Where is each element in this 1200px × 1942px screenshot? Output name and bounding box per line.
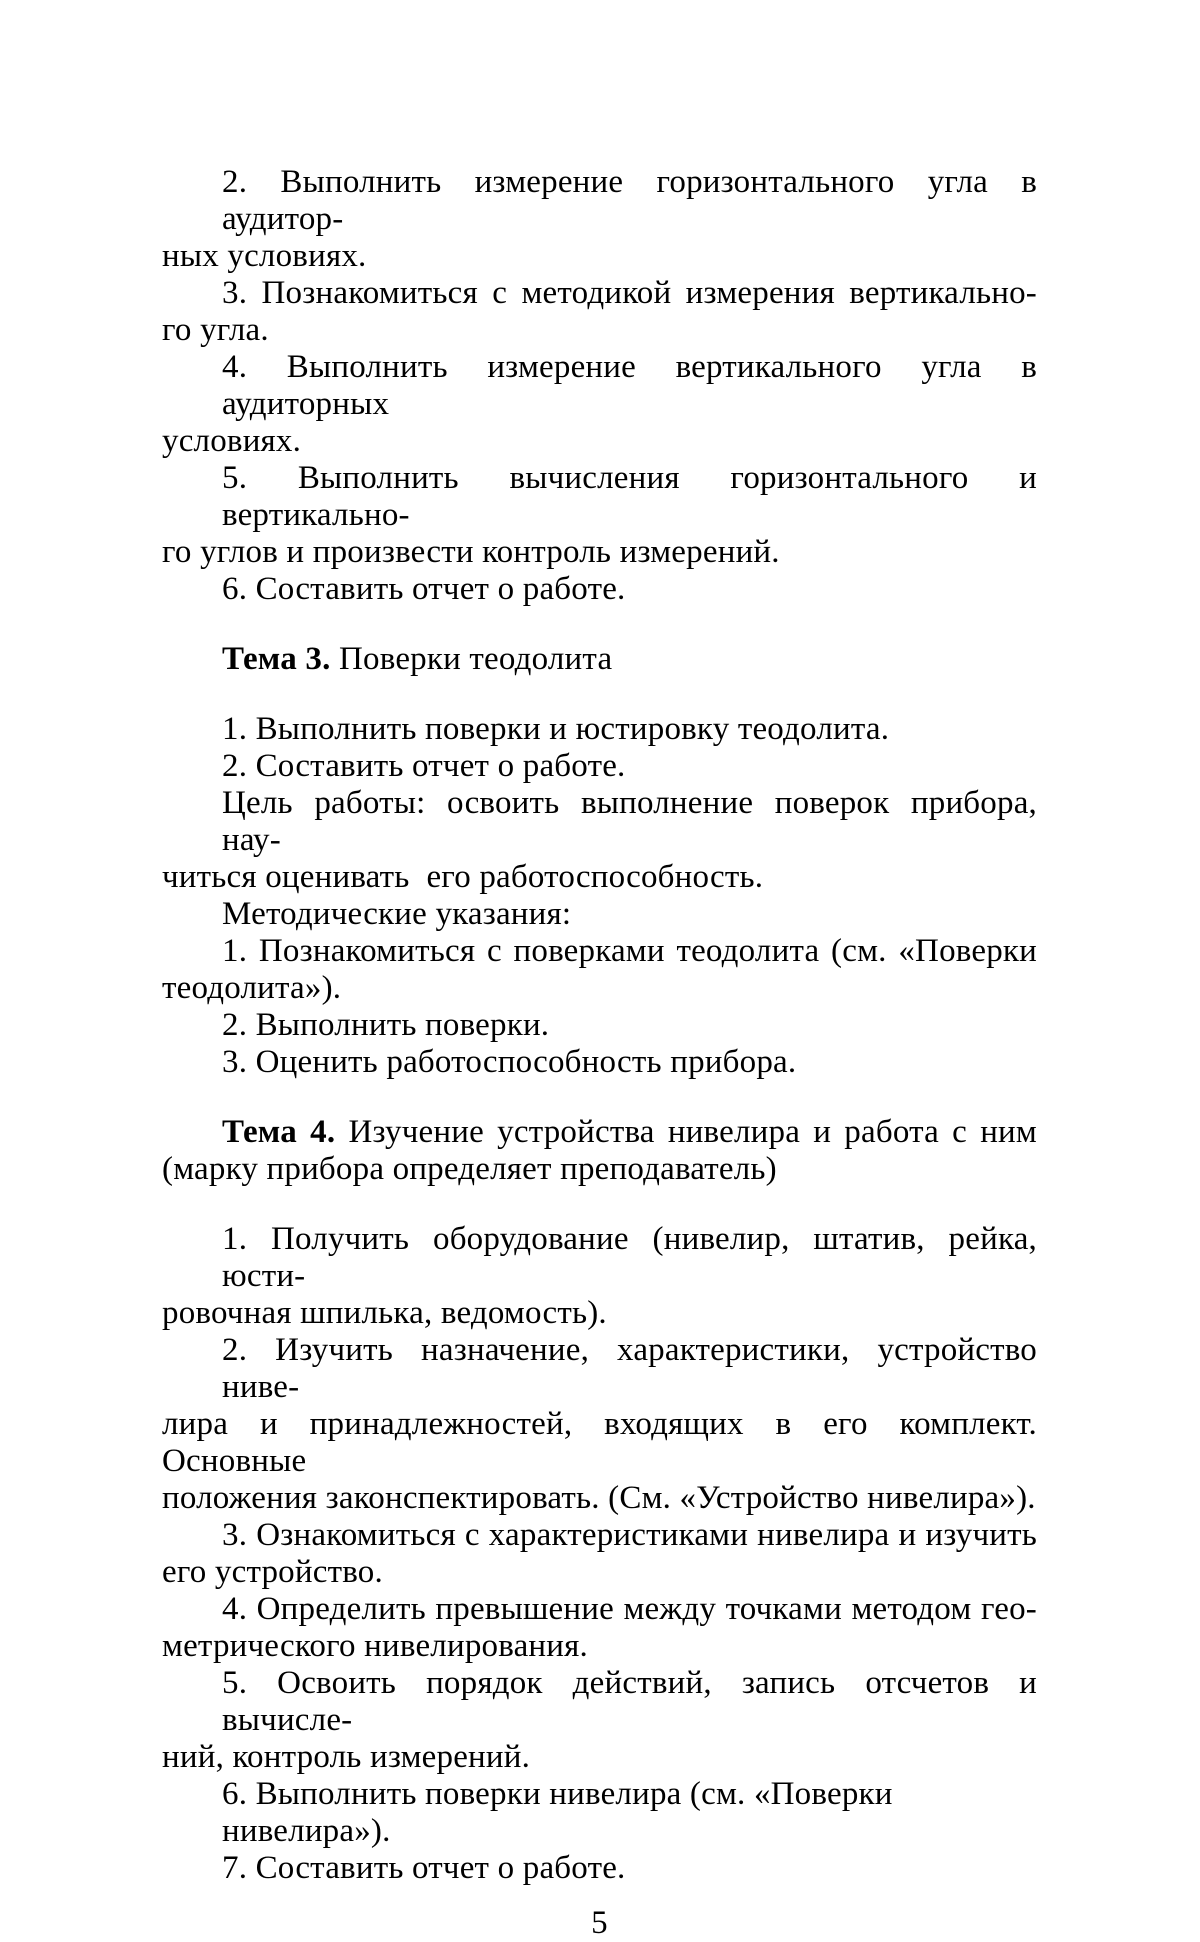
paragraph-step-7 [162, 1850, 1037, 1887]
text-line: 1. Познакомиться с поверками теодолита (см. «Поверки [222, 933, 1037, 969]
text-line: Методические указания: [222, 896, 572, 932]
paragraph-goal [162, 785, 1037, 896]
heading-line: (марку прибора определяет преподаватель) [162, 1151, 777, 1187]
text-line: ных условиях. [162, 238, 367, 274]
text-line: 6. Выполнить поверки нивелира (см. «Поверки нивелира»). [222, 1776, 893, 1849]
text-line: 4. Определить превышение между точками методом гео- [222, 1591, 1037, 1627]
text-line: 1. Получить оборудование (нивелир, штатив, рейка, юсти- [222, 1221, 1037, 1294]
text-line: ний, контроль измерений. [162, 1739, 531, 1775]
heading-title: Изучение устройства нивелира и работа с ним [335, 1114, 1037, 1150]
text-line: положения законспектировать. (См. «Устройство нивелира»). [162, 1480, 1036, 1516]
text-line: 3. Познакомиться с методикой измерения вертикально- [222, 275, 1037, 311]
text-line: 2. Выполнить измерение горизонтального угла в аудитор- [222, 164, 1037, 237]
heading-line [162, 641, 1037, 678]
text-line: 6. Составить отчет о работе. [222, 571, 626, 607]
paragraph-step-1 [162, 1221, 1037, 1332]
text-line: условиях. [162, 423, 302, 459]
text-line: 2. Изучить назначение, характеристики, устройство ниве- [222, 1332, 1037, 1405]
text-line: 5. Освоить порядок действий, запись отсчетов и вычисле- [222, 1665, 1037, 1738]
text-line: 7. Составить отчет о работе. [222, 1850, 626, 1886]
text-line: го углов и произвести контроль измерений. [162, 534, 780, 570]
text-line: метрического нивелирования. [162, 1628, 588, 1664]
text-line: 1. Выполнить поверки и юстировку теодолита. [222, 711, 890, 747]
paragraph-task-3 [162, 275, 1037, 349]
paragraph-task-6 [162, 571, 1037, 608]
text-line: лира и принадлежностей, входящих в его комплект. Основные [162, 1406, 1037, 1479]
text-line: ровочная шпилька, ведомость). [162, 1295, 607, 1331]
heading-title: Поверки теодолита [330, 641, 613, 677]
heading-number: Тема 3. [222, 641, 331, 677]
paragraph-step-4 [162, 1591, 1037, 1665]
paragraph-note-3 [162, 1044, 1037, 1081]
section-heading-tema-3 [162, 641, 1037, 678]
text-line: его устройство. [162, 1554, 383, 1590]
heading-line [162, 1114, 1037, 1151]
text-line: Цель работы: освоить выполнение поверок прибора, нау- [222, 785, 1037, 858]
heading-number: Тема 4. [222, 1114, 336, 1150]
paragraph-task-2 [162, 164, 1037, 275]
paragraph-method-notes [162, 896, 1037, 933]
paragraph-note-2 [162, 1007, 1037, 1044]
page-footer [162, 1905, 1037, 1942]
text-line: читься оценивать его работоспособность. [162, 859, 764, 895]
paragraph-item-1 [162, 711, 1037, 748]
paragraph-task-5 [162, 460, 1037, 571]
text-line: 2. Составить отчет о работе. [222, 748, 626, 784]
text-line: 2. Выполнить поверки. [222, 1007, 550, 1043]
text-line: 3. Ознакомиться с характеристиками нивелира и изучить [222, 1517, 1037, 1553]
paragraph-step-6 [162, 1776, 1037, 1850]
paragraph-item-2 [162, 748, 1037, 785]
paragraph-step-3 [162, 1517, 1037, 1591]
paragraph-task-4 [162, 349, 1037, 460]
paragraph-step-2 [162, 1332, 1037, 1517]
text-line: теодолита»). [162, 970, 342, 1006]
section-heading-tema-4 [162, 1114, 1037, 1188]
text-line: го угла. [162, 312, 269, 348]
paragraph-note-1 [162, 933, 1037, 1007]
page-number: 5 [591, 1905, 608, 1941]
text-line: 3. Оценить работоспособность прибора. [222, 1044, 797, 1080]
text-line: 5. Выполнить вычисления горизонтального и вертикально- [222, 460, 1037, 533]
text-line: 4. Выполнить измерение вертикального угла в аудиторных [222, 349, 1037, 422]
paragraph-step-5 [162, 1665, 1037, 1776]
